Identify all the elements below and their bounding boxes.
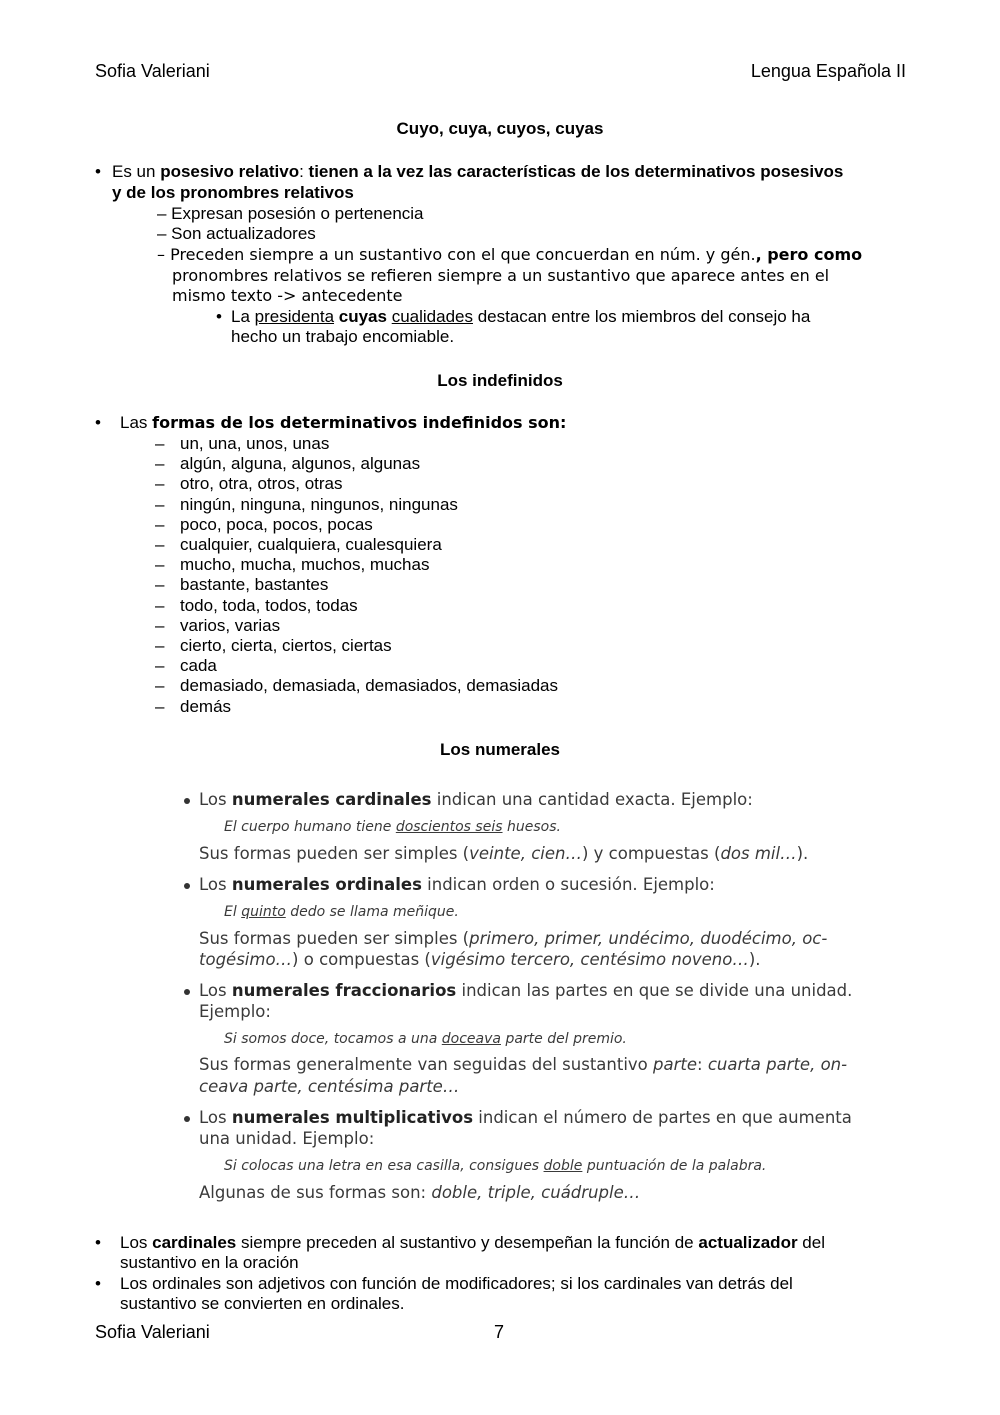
fraccionarios-example: Si somos doce, tocamos a una doceava parte del premio. [224,1031,627,1047]
list-item: un, una, unos, unas [180,434,330,453]
dash-item-preceden: – Preceden siempre a un sustantivo con el que concuerdan en núm. y gén., pero como [157,245,863,264]
example-sentence: La presidenta cuyas cualidades destacan entre los miembros del consejo ha [231,307,811,326]
page-number: 7 [494,1322,505,1342]
list-item: bastante, bastantes [180,575,329,594]
bullet-marker: • [95,1233,101,1252]
ordinales-example: El quinto dedo se llama meñique. [224,904,459,920]
list-item: varios, varias [180,616,281,635]
scan-bullet [184,989,190,995]
list-dash: – [155,676,165,695]
cardinales-example: El cuerpo humano tiene doscientos seis huesos. [224,819,561,835]
dash-item-preceden-line2: pronombres relativos se refieren siempre a un sustantivo que aparece antes en el [172,266,830,285]
indefinidos-intro: Las formas de los determinativos indefinidos son: [120,413,567,432]
list-dash: – [155,575,165,594]
multiplicativos-line2: una unidad. Ejemplo: [199,1129,375,1148]
section-title-indefinidos: Los indefinidos [437,371,563,390]
section-title-cuyo: Cuyo, cuya, cuyos, cuyas [396,119,604,138]
ordinales-forms: Sus formas pueden ser simples (primero, primer, undécimo, duodécimo, oc- [199,929,828,948]
note-ordinales: Los ordinales son adjetivos con función de modificadores; si los cardinales van detrás del [120,1274,793,1293]
ordinales-forms-line2: togésimo…) o compuestas (vigésimo tercero, centésimo noveno…). [199,950,761,969]
multiplicativos-forms: Algunas de sus formas son: doble, triple, cuádruple… [199,1183,641,1202]
list-dash: – [155,515,165,534]
list-item: todo, toda, todos, todas [180,596,358,615]
footer-author: Sofia Valeriani [95,1322,210,1342]
posesivo-relativo-definition: Es un posesivo relativo: tienen a la vez las características de los determinativos posesivos [112,162,844,181]
fraccionarios-ejemplo: Ejemplo: [199,1002,271,1021]
list-dash: – [155,636,165,655]
list-dash: – [155,474,165,493]
fraccionarios-forms-line2: ceava parte, centésima parte… [199,1077,460,1096]
note-cardinales-line2: sustantivo en la oración [120,1253,299,1272]
list-item: otro, otra, otros, otras [180,474,343,493]
note-ordinales-line2: sustantivo se convierten en ordinales. [120,1294,405,1313]
cardinales-forms: Sus formas pueden ser simples (veinte, cien…) y compuestas (dos mil…). [199,844,809,863]
bullet-marker: • [95,162,101,181]
definition-line-2: y de los pronombres relativos [112,183,354,202]
example-sentence-line2: hecho un trabajo encomiable. [231,327,455,346]
dash-item-actualizadores: – Son actualizadores [157,224,316,243]
list-dash: – [155,596,165,615]
ordinales-definition: Los numerales ordinales indican orden o sucesión. Ejemplo: [199,875,715,894]
bullet-marker: • [95,1274,101,1293]
scan-bullet [184,1116,190,1122]
fraccionarios-forms: Sus formas generalmente van seguidas del sustantivo parte: cuarta parte, on- [199,1055,848,1074]
list-item: poco, poca, pocos, pocas [180,515,373,534]
dash-item-posesion: – Expresan posesión o pertenencia [157,204,424,223]
list-dash: – [155,454,165,473]
list-dash: – [155,616,165,635]
header-course: Lengua Española II [750,61,906,81]
example-bullet: • [216,307,222,326]
list-dash: – [155,697,165,716]
note-cardinales: Los cardinales siempre preceden al sustantivo y desempeñan la función de actualizador del [120,1233,825,1252]
fraccionarios-definition: Los numerales fraccionarios indican las partes en que se divide una unidad. [199,981,853,1000]
scan-bullet [184,883,190,889]
dash-item-preceden-line3: mismo texto -> antecedente [172,286,403,305]
section-title-numerales: Los numerales [440,740,560,759]
list-item: mucho, mucha, muchos, muchas [180,555,430,574]
list-item: cierto, cierta, ciertos, ciertas [180,636,392,655]
header-author: Sofia Valeriani [95,61,210,81]
list-dash: – [155,434,165,453]
multiplicativos-definition: Los numerales multiplicativos indican el número de partes en que aumenta [199,1108,852,1127]
list-item: algún, alguna, algunos, algunas [180,454,421,473]
list-dash: – [155,495,165,514]
list-dash: – [155,656,165,675]
cardinales-definition: Los numerales cardinales indican una cantidad exacta. Ejemplo: [199,790,753,809]
list-item: cualquier, cualquiera, cualesquiera [180,535,442,554]
list-dash: – [155,555,165,574]
list-item: cada [180,656,217,675]
list-item: demás [180,697,232,716]
scan-bullet [184,798,190,804]
list-item: ningún, ninguna, ningunos, ningunas [180,495,458,514]
list-dash: – [155,535,165,554]
multiplicativos-example: Si colocas una letra en esa casilla, consigues doble puntuación de la palabra. [224,1158,767,1174]
list-item: demasiado, demasiada, demasiados, demasiadas [180,676,559,695]
bullet-marker: • [95,413,101,432]
